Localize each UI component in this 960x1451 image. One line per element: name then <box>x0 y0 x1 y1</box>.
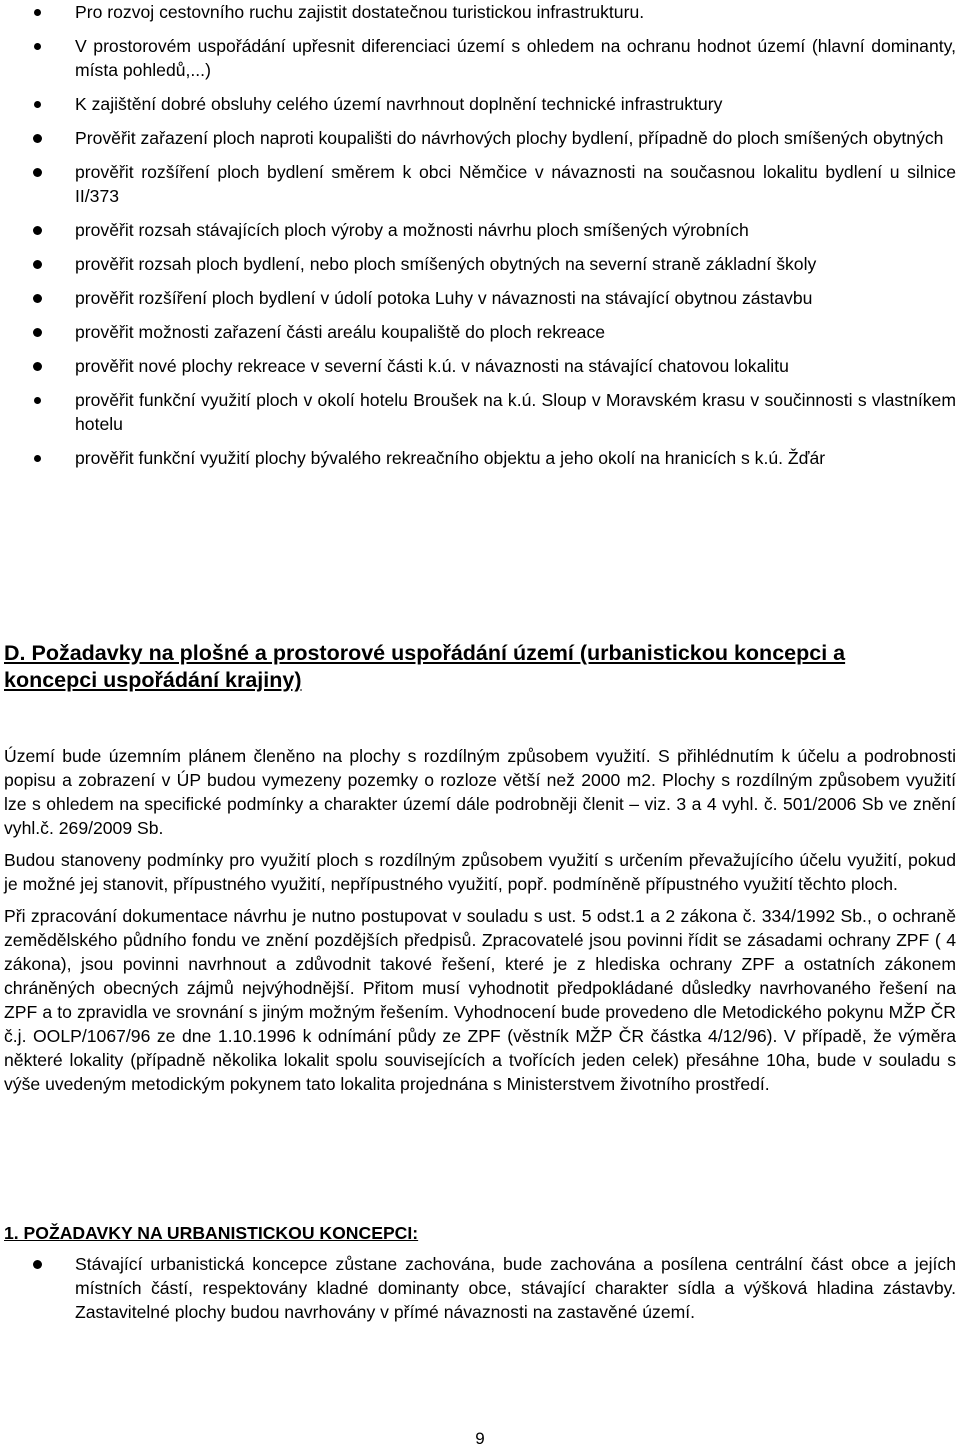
list-item: Prověřit zařazení ploch naproti koupališti do návrhových plochy bydlení, případně do ploch smíšených obytných <box>4 126 956 150</box>
list-item: prověřit rozšíření ploch bydlení směrem k obci Němčice v návaznosti na současnou lokalitu bydlení u silnice II/373 <box>4 160 956 208</box>
urban-concept-list <box>4 1252 956 1324</box>
paragraph: Budou stanoveny podmínky pro využití ploch s rozdílným způsobem využití s určením převažujícího účelu využití, pokud je možné jej stanovit, přípustného využití, nepřípustného využití, popř. podmíněně přípustného využití těchto ploch. <box>4 850 956 894</box>
list-item: prověřit rozsah stávajících ploch výroby a možnosti návrhu ploch smíšených výrobních <box>4 218 956 242</box>
paragraph: Území bude územním plánem členěno na plochy s rozdílným způsobem využití. S přihlédnutím k účelu a podrobnosti popisu a zobrazení v ÚP budou vymezeny pozemky o rozloze větší než 2000 m2. Plochy s rozdílným způsobem využití lze s ohledem na specifické podmínky a charakter území dále podrobněji členit – viz. 3 a 4 vyhl. č. 501/2006 Sb ve znění vyhl.č. 269/2009 Sb. <box>4 746 956 838</box>
list-item: V prostorovém uspořádání upřesnit diferenciaci území s ohledem na ochranu hodnot území (hlavní dominanty, místa pohledů,...) <box>4 34 956 82</box>
list-item: Pro rozvoj cestovního ruchu zajistit dostatečnou turistickou infrastrukturu. <box>4 0 956 24</box>
list-item: prověřit možnosti zařazení části areálu koupaliště do ploch rekreace <box>4 320 956 344</box>
list-item: prověřit rozšíření ploch bydlení v údolí potoka Luhy v návaznosti na stávající obytnou zástavbu <box>4 286 956 310</box>
list-item: Stávající urbanistická koncepce zůstane zachována, bude zachována a posílena centrální část obce a jejích místních částí, respektovány kladné dominanty obce, stávající charakter sídla a výšková hladina zástavby. Zastavitelné plochy budou navrhovány v přímé návaznosti na zastavěné území. <box>4 1252 956 1324</box>
section-1-heading: 1. POŽADAVKY NA URBANISTICKOU KONCEPCI: <box>4 1223 419 1243</box>
list-item: K zajištění dobré obsluhy celého území navrhnout doplnění technické infrastruktury <box>4 92 956 116</box>
section-d-body <box>4 744 956 1096</box>
list-item: prověřit funkční využití plochy bývalého rekreačního objektu a jeho okolí na hranicích s k.ú. Žďár <box>4 446 956 470</box>
section-d-heading: D. Požadavky na plošné a prostorové uspořádání území (urbanistickou koncepci a koncepci uspořádání krajiny) <box>4 641 846 692</box>
list-item: prověřit nové plochy rekreace v severní části k.ú. v návaznosti na stávající chatovou lokalitu <box>4 354 956 378</box>
page-number: 9 <box>475 1429 485 1448</box>
requirements-list <box>4 0 956 470</box>
list-item: prověřit rozsah ploch bydlení, nebo ploch smíšených obytných na severní straně základní školy <box>4 252 956 276</box>
list-item: prověřit funkční využití ploch v okolí hotelu Broušek na k.ú. Sloup v Moravském krasu v součinnosti s vlastníkem hotelu <box>4 388 956 436</box>
paragraph: Při zpracování dokumentace návrhu je nutno postupovat v souladu s ust. 5 odst.1 a 2 zákona č. 334/1992 Sb., o ochraně zemědělského půdního fondu ve znění pozdějších předpisů. Zpracovatelé jsou povinni řídit se zásadami ochrany ZPF ( 4 zákona), jsou povinni navrhnout a zdůvodnit takové řešení, které je z hlediska ochrany ZPF a ostatních zákonem chráněných obecných zájmů nejvýhodnější. Přitom musí vyhodnotit předpokládané důsledky navrhovaného řešení na ZPF a to zpravidla ve srovnání s jiným možným řešením. Vyhodnocení bude provedeno dle Metodického pokynu MŽP ČR č.j. OOLP/1067/96 ze dne 1.10.1996 k odnímání půdy ze ZPF (věstník MŽP ČR částka 4/12/96). V případě, že výměra některé lokality (případně několika lokalit spolu souvisejících a tvořících jeden celek) přesáhne 10ha, bude v souladu s výše uvedeným metodickým pokynem tato lokalita projednána s Ministerstvem životního prostředí. <box>4 906 956 1094</box>
